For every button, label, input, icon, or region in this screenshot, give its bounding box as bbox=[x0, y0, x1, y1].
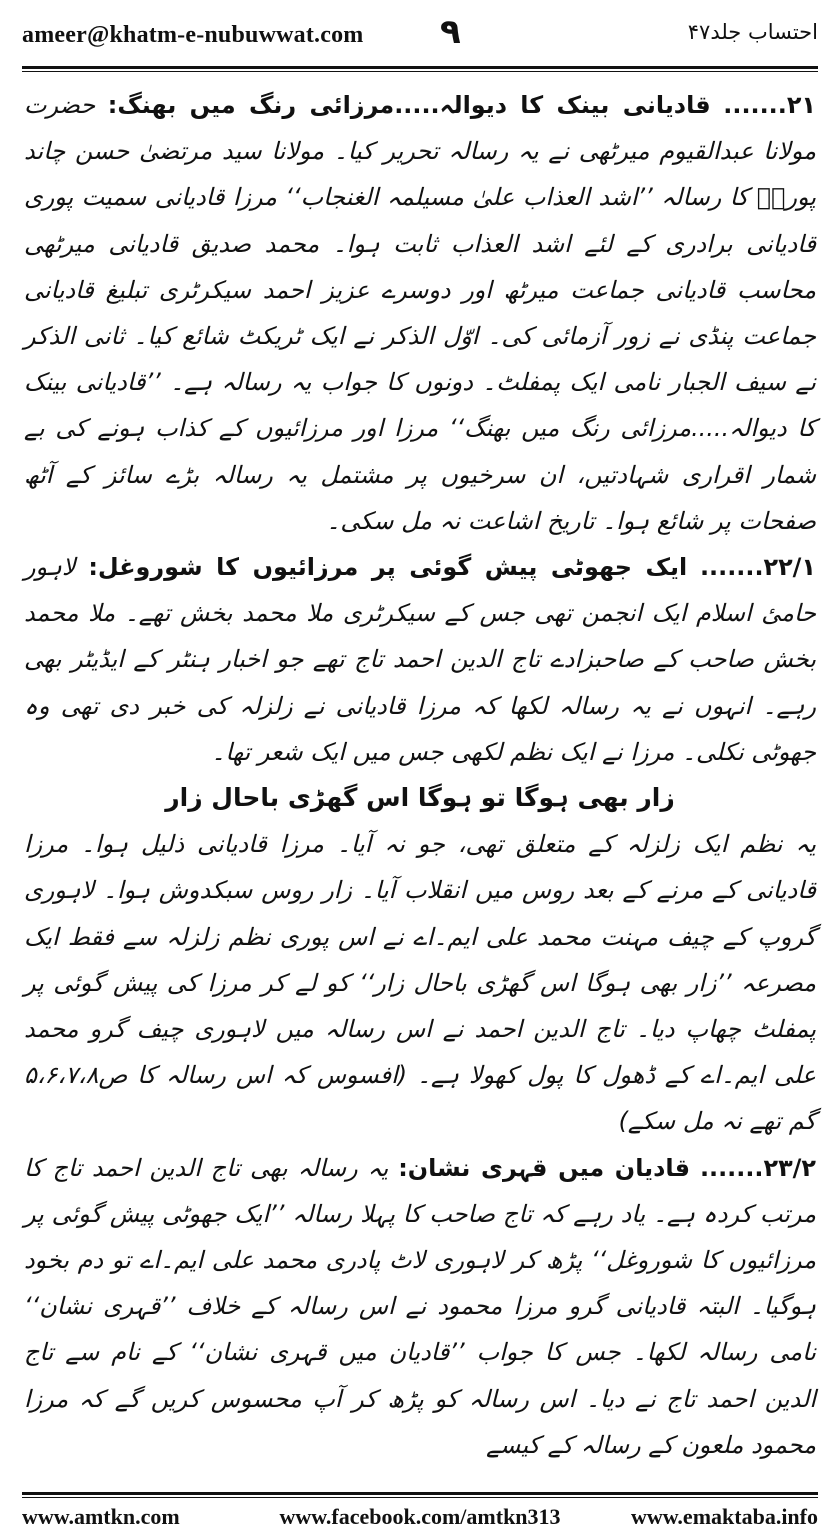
page-number: ۹ bbox=[440, 12, 461, 52]
section-22 bbox=[24, 544, 816, 775]
page-body bbox=[24, 82, 816, 1468]
section-22-number: ۲۲/۱....... bbox=[699, 553, 816, 582]
section-23-heading: قادیان میں قہری نشان: bbox=[398, 1153, 691, 1182]
section-22-text-after: یہ نظم ایک زلزلہ کے متعلق تھی، جو نہ آیا۔ مرزا قادیانی ذلیل ہوا۔ مرزا قادیانی کے مرنے کے بعد روس میں انقلاب آیا۔ زار روس سبکدوش ہوا۔ لاہوری گروپ کے چیف مہنت محمد علی ایم۔اے نے اس پوری نظم زلزلہ سے فقط ایک مصرعہ ’’زار بھی ہوگا اس گھڑی باحال زار‘‘ کو لے کر مرزا کی پیش گوئی پر پمفلٹ چھاپ دیا۔ تاج الدین احمد نے اس رسالہ میں لاہوری چیف گرو محمد علی ایم۔اے کے ڈھول کا پول کھولا ہے۔ (افسوس کہ اس رسالہ کا ص۵،۶،۷،۸ گم تھے نہ مل سکے) bbox=[24, 830, 816, 1136]
section-21 bbox=[24, 82, 816, 544]
section-21-text: حضرت مولانا عبدالقیوم میرٹھی نے یہ رسالہ تحریر کیا۔ مولانا سید مرتضیٰ حسن چاند پوریؒ کا رسالہ ’’اشد العذاب علیٰ مسیلمہ الغنجاب‘‘ مرزا قادیانی سمیت پوری قادیانی برادری کے لئے اشد العذاب ثابت ہوا۔ محمد صدیق قادیانی میرٹھی محاسب قادیانی جماعت میرٹھ اور دوسرے عزیز احمد سیکرٹری تبلیغ قادیانی جماعت پنڈی نے زور آزمائی کی۔ اوّل الذکر نے ایک ٹریکٹ شائع کیا۔ ثانی الذکر نے سیف الجبار نامی ایک پمفلٹ۔ دونوں کا جواب یہ رسالہ ہے۔ ’’قادیانی بینک کا دیوالہ.....مرزائی رنگ میں بھنگ‘‘ مرزا اور مرزائیوں کے کذاب ہونے کی بے شمار اقراری شہادتیں، ان سرخیوں پر مشتمل یہ رسالہ بڑے سائز کے آٹھ صفحات پر شائع ہوا۔ تاریخ اشاعت نہ مل سکی۔ bbox=[24, 91, 816, 535]
footer-divider bbox=[22, 1492, 818, 1498]
section-23-text: یہ رسالہ بھی تاج الدین احمد تاج کا مرتب کردہ ہے۔ یاد رہے کہ تاج صاحب کا پہلا رسالہ ’’ایک جھوٹی پیش گوئی پر مرزائیوں کا شوروغل‘‘ پڑھ کر لاہوری لاٹ پادری محمد علی ایم۔اے تو دم بخود ہوگیا۔ البتہ قادیانی گرو مرزا محمود نے اس رسالہ کے خلاف ’’قہری نشان‘‘ نامی رسالہ لکھا۔ جس کا جواب ’’قادیان میں قہری نشان‘‘ کے نام سے تاج الدین احمد تاج نے دیا۔ اس رسالہ کو پڑھ کر آپ محسوس کریں گے کہ مرزا محمود ملعون کے رسالہ کے کیسے bbox=[24, 1153, 816, 1459]
header-email[interactable]: ameer@khatm-e-nubuwwat.com bbox=[22, 22, 364, 48]
section-23 bbox=[24, 1145, 816, 1468]
section-22-continued bbox=[24, 821, 816, 1144]
header-divider bbox=[22, 66, 818, 72]
footer-link-amtkn[interactable]: www.amtkn.com bbox=[22, 1504, 180, 1529]
footer-link-emaktaba[interactable]: www.emaktaba.info bbox=[630, 1504, 818, 1529]
page-header bbox=[22, 12, 818, 64]
section-23-number: ۲۳/۲....... bbox=[699, 1153, 816, 1182]
footer-link-facebook[interactable]: www.facebook.com/amtkn313 bbox=[279, 1504, 561, 1529]
section-22-heading: ایک جھوٹی پیش گوئی پر مرزائیوں کا شوروغل: bbox=[88, 553, 688, 582]
page-footer bbox=[22, 1504, 818, 1534]
section-21-number: ۲۱....... bbox=[723, 91, 816, 119]
book-title: احتساب جلد۴۷ bbox=[687, 20, 818, 44]
section-22-text: لاہور حامیٔ اسلام ایک انجمن تھی جس کے سیکرٹری ملا محمد بخش تھے۔ ملا محمد بخش صاحب کے صاحبزادے تاج الدین احمد تاج تھے جو اخبار ہنٹر کے ایڈیٹر بھی رہے۔ انہوں نے یہ رسالہ لکھا کہ مرزا قادیانی نے زلزلہ کی خبر دی تھی وہ جھوٹی نکلی۔ مرزا نے ایک نظم لکھی جس میں ایک شعر تھا۔ bbox=[24, 553, 816, 766]
section-22-verse: زار بھی ہوگا تو ہوگا اس گھڑی باحال زار bbox=[165, 783, 675, 813]
section-21-heading: قادیانی بینک کا دیوالہ.....مرزائی رنگ میں بھنگ: bbox=[107, 91, 711, 119]
